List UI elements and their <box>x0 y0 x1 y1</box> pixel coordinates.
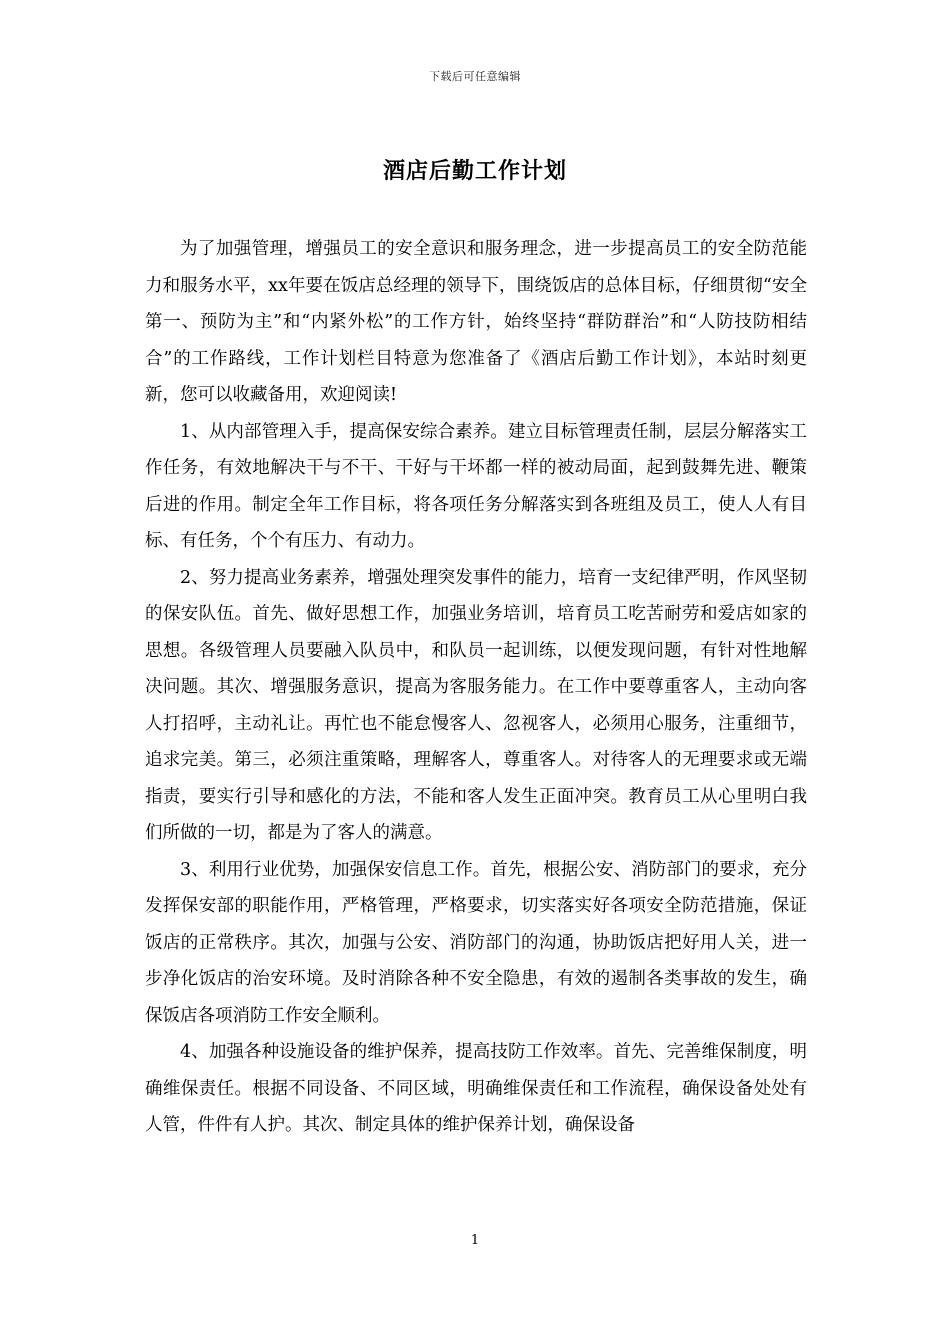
paragraph-item-3: 3、利用行业优势，加强保安信息工作。首先，根据公安、消防部门的要求，充分发挥保安部的职能作用，严格管理，严格要求，切实落实好各项安全防范措施，保证饭店的正常秩序。其次，加强与公安、消防部门的沟通，协助饭店把好用人关，进一步净化饭店的治安环境。及时消除各种不安全隐患，有效的遏制各类事故的发生，确保饭店各项消防工作安全顺利。 <box>145 859 807 1026</box>
header-note: 下载后可任意编辑 <box>429 70 521 83</box>
document-title: 酒店后勤工作计划 <box>382 158 567 184</box>
paragraph-item-2: 2、努力提高业务素养，增强处理突发事件的能力，培育一支纪律严明，作风坚韧的保安队伍。首先、做好思想工作，加强业务培训，培育员工吃苦耐劳和爱店如家的思想。各级管理人员要融入队员中，和队员一起训练，以便发现问题，有针对性地解决问题。其次、增强服务意识，提高为客服务能力。在工作中要尊重客人，主动向客人打招呼，主动礼让。再忙也不能怠慢客人、忽视客人，必须用心服务，注重细节，追求完美。第三，必须注重策略，理解客人，尊重客人。对待客人的无理要求或无端指责，要实行引导和感化的方法，不能和客人发生正面冲突。教育员工从心里明白我们所做的一切，都是为了客人的满意。 <box>145 567 807 843</box>
paragraph-item-1: 1、从内部管理入手，提高保安综合素养。建立目标管理责任制，层层分解落实工作任务，有效地解决干与不干、干好与干坏都一样的被动局面，起到鼓舞先进、鞭策后进的作用。制定全年工作目标，将各项任务分解落实到各班组及员工，使人人有目标、有任务，个个有压力、有动力。 <box>145 421 807 551</box>
document-body <box>145 231 807 1144</box>
paragraph-intro: 为了加强管理，增强员工的安全意识和服务理念，进一步提高员工的安全防范能力和服务水平，xx年要在饭店总经理的领导下，围绕饭店的总体目标，仔细贯彻“安全第一、预防为主”和“内紧外松”的工作方针，始终坚持“群防群治”和“人防技防相结合”的工作路线，工作计划栏目特意为您准备了《酒店后勤工作计划》，本站时刻更新，您可以收藏备用，欢迎阅读! <box>145 239 807 405</box>
paragraph-item-4: 4、加强各种设施设备的维护保养，提高技防工作效率。首先、完善维保制度，明确维保责任。根据不同设备、不同区域，明确维保责任和工作流程，确保设备处处有人管，件件有人护。其次、制定具体的维护保养计划，确保设备 <box>145 1042 807 1135</box>
page-number: 1 <box>470 1233 480 1248</box>
